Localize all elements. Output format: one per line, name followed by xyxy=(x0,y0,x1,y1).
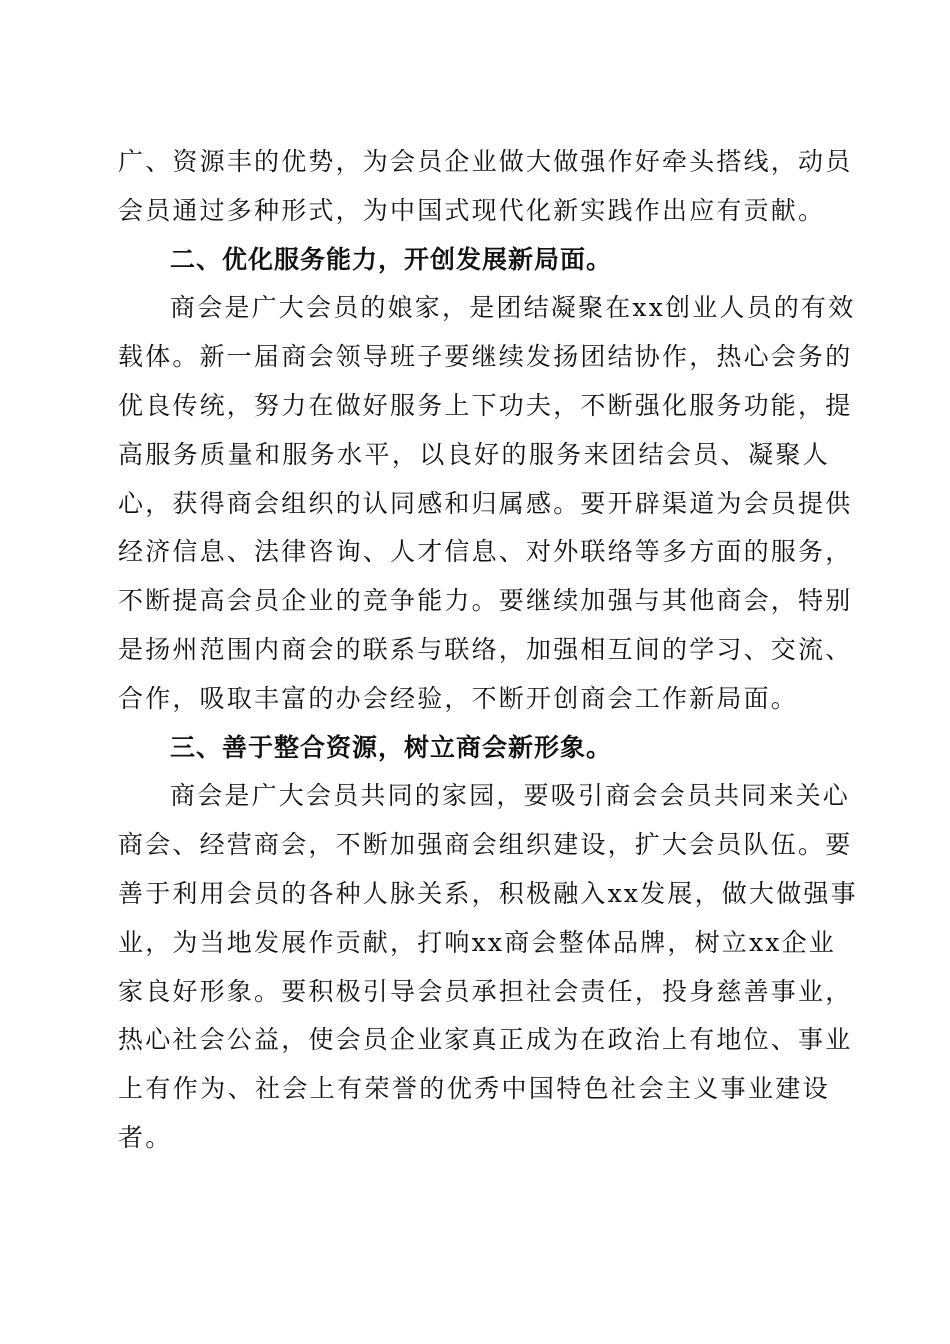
paragraph-line: 者。 xyxy=(118,1122,173,1152)
paragraph-line: 业，为当地发展作贡献，打响xx商会整体品牌，树立xx企业 xyxy=(118,927,836,957)
paragraph-line: 会员通过多种形式，为中国式现代化新实践作出应有贡献。 xyxy=(118,195,826,225)
paragraph-line: 家良好形象。要积极引导会员承担社会责任，投身慈善事业， xyxy=(118,976,853,1006)
paragraph-line: 是扬州范围内商会的联系与联络，加强相互间的学习、交流、 xyxy=(118,634,853,664)
section-heading: 二、优化服务能力，开创发展新局面。 xyxy=(170,244,613,274)
paragraph-line: 商会是广大会员的娘家，是团结凝聚在xx创业人员的有效 xyxy=(170,293,856,323)
paragraph-line: 优良传统，努力在做好服务上下功夫，不断强化服务功能，提 xyxy=(118,390,853,420)
paragraph-line: 热心社会公益，使会员企业家真正成为在政治上有地位、事业 xyxy=(118,1025,853,1055)
paragraph-line: 不断提高会员企业的竞争能力。要继续加强与其他商会，特别 xyxy=(118,586,853,616)
paragraph-line: 经济信息、法律咨询、人才信息、对外联络等多方面的服务， xyxy=(118,537,853,567)
paragraph-line: 心，获得商会组织的认同感和归属感。要开辟渠道为会员提供 xyxy=(118,488,853,518)
document-page xyxy=(118,138,858,1163)
paragraph-line: 善于利用会员的各种人脉关系，积极融入xx发展，做大做强事 xyxy=(118,878,858,908)
paragraph-line: 合作，吸取丰富的办会经验，不断开创商会工作新局面。 xyxy=(118,683,799,713)
paragraph-line: 广、资源丰的优势，为会员企业做大做强作好牵头搭线，动员 xyxy=(118,147,853,176)
paragraph-line: 高服务质量和服务水平，以良好的服务来团结会员、凝聚人 xyxy=(118,439,830,469)
paragraph-line: 商会是广大会员共同的家园，要吸引商会会员共同来关心 xyxy=(170,781,851,811)
section-heading: 三、善于整合资源，树立商会新形象。 xyxy=(170,732,613,762)
paragraph-line: 商会、经营商会，不断加强商会组织建设，扩大会员队伍。要 xyxy=(118,830,853,860)
paragraph-line: 上有作为、社会上有荣誉的优秀中国特色社会主义事业建设 xyxy=(118,1074,830,1104)
paragraph-line: 载体。新一届商会领导班子要继续发扬团结协作，热心会务的 xyxy=(118,342,853,372)
